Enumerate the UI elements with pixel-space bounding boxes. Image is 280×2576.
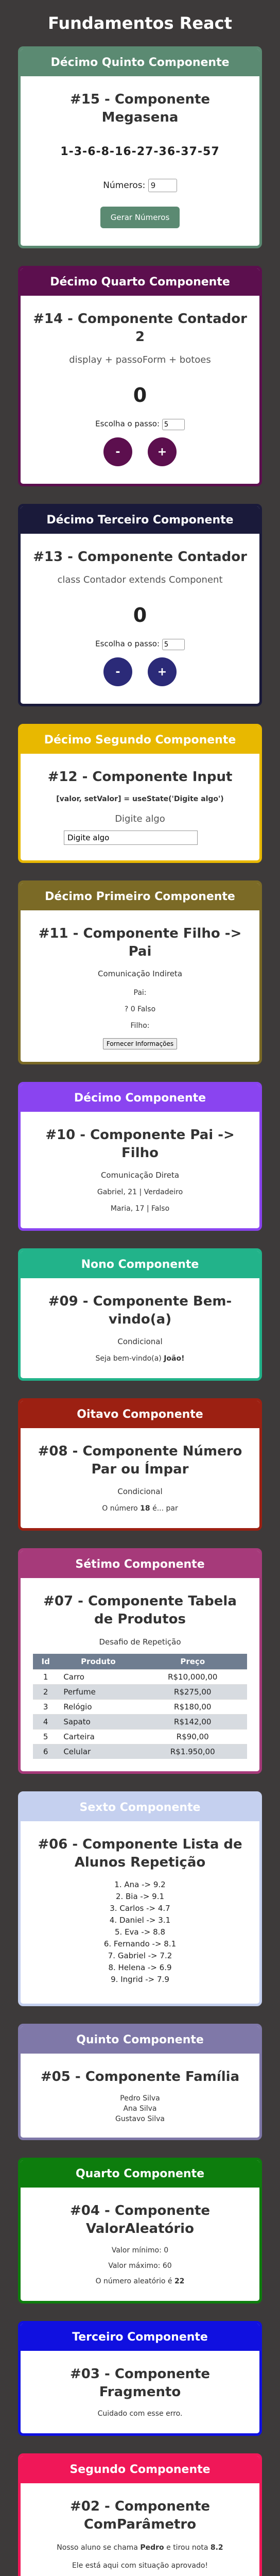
table-cell-preco: R$90,00 [138,1729,248,1744]
card-body [21,534,259,704]
table-header-row [33,1654,247,1670]
card-valor-aleatorio [18,2158,262,2303]
list-item: 9. Ingrid -> 7.9 [111,1974,169,1984]
numbers-field-row [33,179,247,192]
table-cell-id: 2 [33,1684,58,1699]
list-item: 3. Carlos -> 4.7 [110,1903,170,1913]
component-subtitle: Comunicação Indireta [97,969,183,978]
counter-display: 0 [133,384,147,407]
increment-button[interactable]: + [148,437,177,466]
random-prefix: O número aleatório é [95,2277,172,2285]
student-name: Pedro [140,2544,164,2552]
pai-label: Pai: [133,988,147,997]
card-com-parametro [18,2453,262,2576]
student-line [33,2542,247,2554]
child-line: Maria, 17 | Falso [110,1204,170,1213]
step-input[interactable] [162,419,185,430]
megasena-numbers: 1-3-6-8-16-27-36-37-57 [60,145,220,159]
table-cell-produto: Celular [58,1744,138,1759]
numbers-input[interactable] [148,179,177,192]
card-body [21,76,259,246]
card-contador-2 [18,266,262,486]
card-body [21,1278,259,1378]
step-row [33,419,247,430]
card-megasena [18,46,262,248]
family-member: Pedro Silva [120,2094,160,2103]
table-row [33,1699,247,1714]
family-member: Ana Silva [123,2104,157,2113]
component-title: #07 - Componente Tabela de Produtos [43,1594,237,1628]
table-cell-produto: Sapato [58,1714,138,1729]
table-cell-produto: Relógio [58,1699,138,1714]
component-title: #13 - Componente Contador [33,549,247,565]
card-header: Décimo Quarto Componente [21,268,259,296]
component-title: #03 - Componente Fragmento [69,2366,211,2400]
student-grade: 8.2 [210,2544,223,2552]
component-subtitle: Condicional [117,1337,163,1347]
use-state-code: [valor, setValor] = useState('Digite algo') [56,794,224,803]
filho-info: ? 0 Falso [124,1005,156,1013]
app-title: Fundamentos React [48,13,232,33]
counter-buttons [33,437,247,466]
products-table [33,1654,247,1759]
generate-numbers-button[interactable]: Gerar Números [100,207,180,228]
component-title: #09 - Componente Bem-vindo(a) [48,1293,232,1328]
welcome-message [33,1354,247,1363]
card-body [21,2188,259,2301]
card-body [21,1428,259,1528]
provide-info-button[interactable]: Fornecer Informações [103,1038,177,1049]
line-mid: e tirou nota [166,2544,208,2552]
card-par-impar [18,1398,262,1531]
card-body [21,1112,259,1228]
random-result [33,2277,247,2285]
list-item: 8. Helena -> 6.9 [108,1962,172,1972]
status-line: Ele está aqui com situação aprovado! [72,2562,208,2570]
table-cell-produto: Carteira [58,1729,138,1744]
text-input[interactable] [64,831,198,845]
increment-button[interactable]: + [148,657,177,686]
table-cell-produto: Carro [58,1669,138,1684]
card-input [18,724,262,862]
list-item: 7. Gabriel -> 7.2 [108,1951,172,1960]
card-header: Sétimo Componente [21,1551,259,1578]
component-title: #04 - Componente ValorAleatório [69,2202,211,2236]
card-body [21,296,259,484]
card-header: Décimo Componente [21,1084,259,1112]
component-title: #14 - Componente Contador 2 [33,311,247,345]
max-value: Valor máximo: 60 [108,2261,172,2270]
component-title: #08 - Componente Número Par ou Ímpar [38,1444,242,1478]
step-input[interactable] [162,639,185,650]
card-body [21,910,259,1062]
card-body [21,2351,259,2433]
component-title: #02 - Componente ComParâmetro [69,2499,211,2533]
table-cell-preco: R$10,000,00 [138,1669,248,1684]
card-lista-alunos [18,1791,262,2006]
family-list [33,2094,247,2123]
card-header: Sexto Componente [21,1794,259,1821]
result-prefix: O número [102,1504,138,1513]
child-line: Gabriel, 21 | Verdadeiro [97,1188,183,1196]
card-header: Terceiro Componente [21,2324,259,2351]
card-pai-filho [18,1082,262,1231]
card-body [21,1578,259,1771]
card-header: Décimo Segundo Componente [21,726,259,754]
decrement-button[interactable]: - [103,437,132,466]
card-header: Nono Componente [21,1251,259,1278]
step-row [33,639,247,650]
component-subtitle: Condicional [117,1487,163,1497]
table-row [33,1729,247,1744]
table-row [33,1744,247,1759]
list-item: 6. Fernando -> 8.1 [103,1939,177,1948]
component-title: #10 - Componente Pai -> Filho [45,1127,235,1161]
step-label: Escolha o passo: [95,419,160,429]
table-cell-id: 5 [33,1729,58,1744]
result-suffix: é... par [152,1504,178,1513]
card-familia [18,2024,262,2140]
card-filho-pai [18,880,262,1064]
parity-result [33,1504,247,1513]
counter-display: 0 [133,604,147,627]
component-title: #12 - Componente Input [47,769,233,785]
list-item: 4. Daniel -> 3.1 [109,1915,171,1925]
list-item: 2. Bia -> 9.1 [115,1891,165,1901]
table-row [33,1684,247,1699]
card-body [21,2483,259,2576]
table-cell-preco: R$275,00 [138,1684,248,1699]
random-value: 22 [174,2277,185,2285]
card-header: Segundo Componente [21,2456,259,2483]
welcome-prefix: Seja bem-vindo(a) [95,1354,162,1363]
table-cell-id: 6 [33,1744,58,1759]
fragment-text: Cuidado com esse erro. [97,2410,183,2418]
list-item: 5. Eva -> 8.8 [115,1927,165,1937]
component-subtitle: class Contador extends Component [57,574,223,586]
table-row [33,1714,247,1729]
result-number: 18 [140,1504,150,1513]
table-cell-id: 3 [33,1699,58,1714]
card-body [21,754,259,860]
card-body [21,2054,259,2138]
card-contador [18,504,262,706]
table-cell-preco: R$142,00 [138,1714,248,1729]
column-header: Id [33,1654,58,1670]
column-header: Preço [138,1654,248,1670]
list-item: 1. Ana -> 9.2 [114,1879,166,1889]
card-bem-vindo [18,1248,262,1381]
component-title: #11 - Componente Filho -> Pai [38,925,242,959]
min-value: Valor mínimo: 0 [111,2246,169,2255]
component-title: #15 - Componente Megasena [69,92,211,126]
table-row [33,1669,247,1684]
component-title: #06 - Componente Lista de Alunos Repetição [38,1836,242,1870]
card-header: Décimo Primeiro Componente [21,883,259,910]
card-fragmento [18,2321,262,2436]
table-cell-produto: Perfume [58,1684,138,1699]
numbers-label: Números: [103,180,146,191]
component-title: #05 - Componente Família [40,2069,240,2084]
welcome-name: João! [164,1354,185,1363]
column-header: Produto [58,1654,138,1670]
table-cell-preco: R$180,00 [138,1699,248,1714]
component-subtitle: display + passoForm + botoes [69,354,211,366]
component-subtitle: Desafio de Repetição [99,1637,181,1647]
line-prefix: Nosso aluno se chama [57,2544,138,2552]
component-subtitle: Comunicação Direta [100,1170,180,1180]
filho-label: Filho: [130,1021,150,1030]
input-echo: Digite algo [115,813,165,824]
counter-buttons [33,657,247,686]
decrement-button[interactable]: - [103,657,132,686]
card-header: Oitavo Componente [21,1401,259,1428]
card-header: Quinto Componente [21,2026,259,2054]
family-member: Gustavo Silva [115,2114,165,2123]
table-cell-preco: R$1.950,00 [138,1744,248,1759]
table-cell-id: 1 [33,1669,58,1684]
card-tabela-produtos [18,1548,262,1773]
card-header: Décimo Terceiro Componente [21,506,259,534]
card-header: Quarto Componente [21,2160,259,2188]
step-label: Escolha o passo: [95,639,160,649]
card-body [21,1821,259,2004]
students-list [33,1880,247,1984]
card-header: Décimo Quinto Componente [21,49,259,76]
table-cell-id: 4 [33,1714,58,1729]
